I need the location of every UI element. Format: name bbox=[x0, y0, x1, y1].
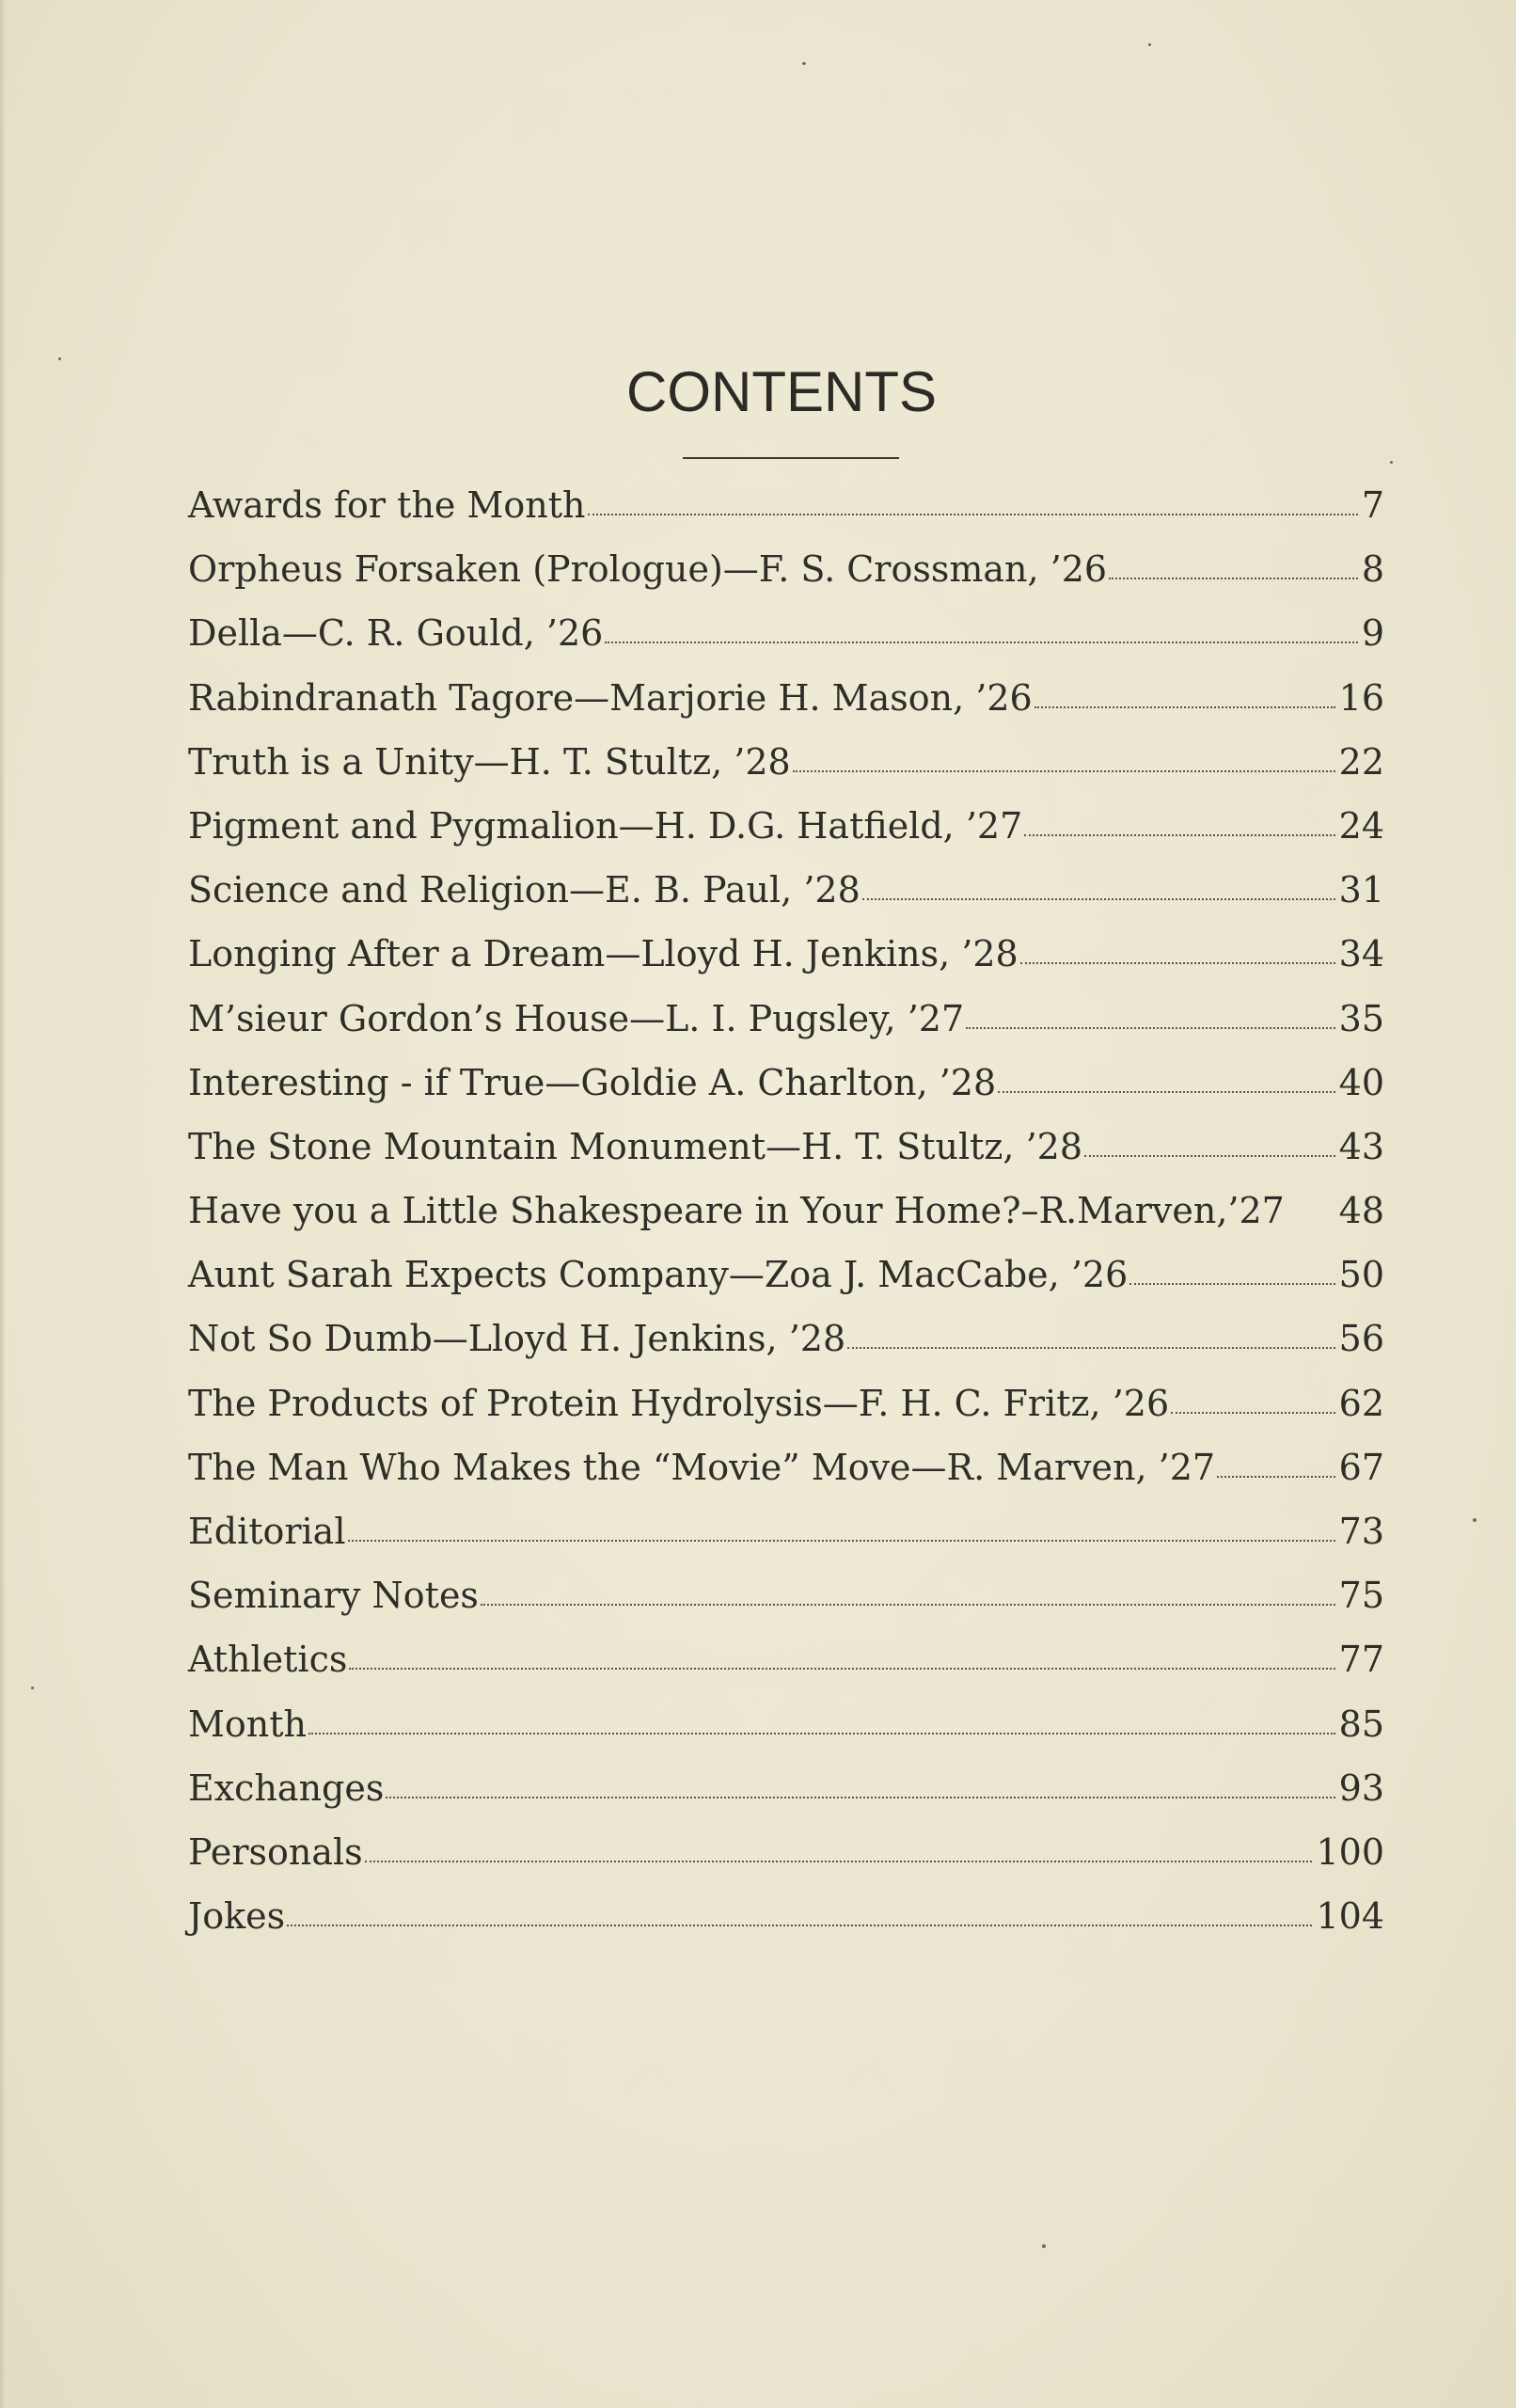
toc-entry-page: 104 bbox=[1316, 1895, 1384, 1938]
dot-leader bbox=[1171, 1408, 1335, 1414]
toc-entry-msieur bbox=[188, 987, 1384, 1051]
dot-leader bbox=[1020, 958, 1335, 964]
toc-entry-truth bbox=[188, 730, 1384, 794]
toc-entry-science bbox=[188, 858, 1384, 922]
toc-entry-title: Jokes bbox=[188, 1895, 286, 1938]
paper-speck bbox=[58, 357, 61, 360]
toc-entry-tagore bbox=[188, 666, 1384, 730]
toc-entry-page: 56 bbox=[1338, 1318, 1384, 1360]
toc-entry-title: Della—C. R. Gould, ’26 bbox=[188, 612, 604, 655]
dot-leader bbox=[1287, 1215, 1335, 1221]
toc-entry-title: Month bbox=[188, 1703, 308, 1745]
toc-entry-page: 85 bbox=[1338, 1703, 1384, 1745]
dot-leader bbox=[605, 638, 1357, 643]
toc-entry-page: 31 bbox=[1338, 869, 1384, 911]
toc-entry-title: Not So Dumb—Lloyd H. Jenkins, ’28 bbox=[188, 1318, 846, 1360]
dot-leader bbox=[588, 510, 1358, 515]
toc-entry-page: 16 bbox=[1338, 676, 1384, 719]
toc-entry-page: 48 bbox=[1338, 1190, 1384, 1232]
dot-leader bbox=[1129, 1279, 1334, 1285]
paper-speck bbox=[1148, 43, 1151, 46]
toc-entry-title: The Man Who Makes the “Movie” Move—R. Marven, ’27 bbox=[188, 1446, 1216, 1488]
paper-speck bbox=[1390, 461, 1393, 464]
dot-leader bbox=[308, 1729, 1335, 1735]
toc-entry-longing bbox=[188, 922, 1384, 986]
toc-entry-title: The Products of Protein Hydrolysis—F. H. C. Fritz, ’26 bbox=[188, 1382, 1170, 1424]
toc-entry-movie bbox=[188, 1435, 1384, 1499]
dot-leader bbox=[793, 767, 1335, 772]
table-of-contents bbox=[188, 473, 1384, 1948]
paper-speck bbox=[1042, 2244, 1046, 2248]
toc-entry-page: 67 bbox=[1338, 1446, 1384, 1488]
toc-entry-title: Science and Religion—E. B. Paul, ’28 bbox=[188, 869, 861, 911]
toc-entry-page: 22 bbox=[1338, 740, 1384, 783]
toc-entry-title: Aunt Sarah Expects Company—Zoa J. MacCabe, ’26 bbox=[188, 1254, 1129, 1296]
toc-entry-page: 8 bbox=[1361, 548, 1384, 591]
paper-speck bbox=[31, 1687, 34, 1689]
toc-entry-jokes bbox=[188, 1884, 1384, 1948]
dot-leader bbox=[349, 1664, 1334, 1670]
toc-entry-awards bbox=[188, 473, 1384, 537]
toc-entry-page: 50 bbox=[1338, 1254, 1384, 1296]
toc-entry-title: Exchanges bbox=[188, 1766, 385, 1809]
toc-entry-title: Truth is a Unity—H. T. Stultz, ’28 bbox=[188, 740, 791, 783]
toc-entry-page: 75 bbox=[1338, 1575, 1384, 1617]
toc-entry-page: 100 bbox=[1316, 1830, 1384, 1873]
toc-entry-month bbox=[188, 1692, 1384, 1756]
toc-entry-shakespeare bbox=[188, 1179, 1384, 1243]
toc-entry-page: 24 bbox=[1338, 804, 1384, 847]
dot-leader bbox=[1084, 1151, 1335, 1157]
toc-entry-orpheus bbox=[188, 537, 1384, 601]
toc-entry-page: 73 bbox=[1338, 1511, 1384, 1552]
toc-entry-page: 77 bbox=[1338, 1639, 1384, 1681]
paper-speck bbox=[802, 62, 806, 65]
dot-leader bbox=[847, 1343, 1335, 1349]
dot-leader bbox=[1024, 831, 1334, 836]
toc-entry-athletics bbox=[188, 1627, 1384, 1691]
toc-entry-title: Personals bbox=[188, 1830, 363, 1873]
toc-entry-title: Pigment and Pygmalion—H. D.G. Hatfield, ’27 bbox=[188, 804, 1023, 847]
toc-entry-not-so-dumb bbox=[188, 1307, 1384, 1370]
toc-entry-page: 40 bbox=[1338, 1061, 1384, 1103]
toc-entry-title: Rabindranath Tagore—Marjorie H. Mason, ’26 bbox=[188, 676, 1033, 719]
paper-speck bbox=[1473, 1518, 1477, 1522]
toc-entry-stone-mountain bbox=[188, 1115, 1384, 1179]
toc-entry-interesting bbox=[188, 1051, 1384, 1115]
toc-entry-pigment bbox=[188, 794, 1384, 858]
toc-entry-title: Longing After a Dream—Lloyd H. Jenkins, ’28 bbox=[188, 933, 1019, 975]
toc-entry-title: Editorial bbox=[188, 1511, 346, 1552]
dot-leader bbox=[862, 895, 1335, 900]
toc-entry-page: 93 bbox=[1338, 1766, 1384, 1809]
toc-entry-protein bbox=[188, 1371, 1384, 1435]
toc-entry-title: Interesting - if True—Goldie A. Charlton, ’28 bbox=[188, 1061, 997, 1103]
contents-title: CONTENTS bbox=[626, 360, 937, 423]
toc-entry-page: 35 bbox=[1338, 997, 1384, 1039]
toc-entry-title: Seminary Notes bbox=[188, 1575, 479, 1617]
toc-entry-title: Have you a Little Shakespeare in Your Home?–R.Marven,’27 bbox=[188, 1190, 1285, 1232]
dot-leader bbox=[287, 1921, 1312, 1926]
toc-entry-title: Orpheus Forsaken (Prologue)—F. S. Crossman, ’26 bbox=[188, 548, 1108, 591]
dot-leader bbox=[1034, 703, 1335, 708]
toc-entry-title: Awards for the Month bbox=[188, 484, 586, 526]
dot-leader bbox=[1109, 574, 1358, 579]
toc-entry-aunt-sarah bbox=[188, 1243, 1384, 1307]
toc-entry-page: 34 bbox=[1338, 933, 1384, 975]
dot-leader bbox=[481, 1600, 1335, 1606]
toc-entry-della bbox=[188, 601, 1384, 665]
dot-leader bbox=[386, 1793, 1334, 1798]
toc-entry-page: 7 bbox=[1361, 484, 1384, 526]
toc-entry-exchanges bbox=[188, 1756, 1384, 1820]
title-rule bbox=[683, 457, 899, 459]
toc-entry-page: 9 bbox=[1361, 612, 1384, 655]
toc-entry-seminary bbox=[188, 1563, 1384, 1627]
toc-entry-editorial bbox=[188, 1499, 1384, 1563]
toc-entry-title: M’sieur Gordon’s House—L. I. Pugsley, ’27 bbox=[188, 997, 965, 1039]
toc-entry-page: 43 bbox=[1338, 1125, 1384, 1167]
toc-entry-title: Athletics bbox=[188, 1639, 348, 1681]
dot-leader bbox=[348, 1536, 1335, 1542]
toc-entry-personals bbox=[188, 1820, 1384, 1884]
toc-entry-title: The Stone Mountain Monument—H. T. Stultz, ’28 bbox=[188, 1125, 1083, 1167]
dot-leader bbox=[998, 1087, 1334, 1093]
dot-leader bbox=[365, 1857, 1313, 1862]
dot-leader bbox=[966, 1023, 1334, 1029]
toc-entry-page: 62 bbox=[1338, 1382, 1384, 1424]
dot-leader bbox=[1217, 1472, 1335, 1478]
